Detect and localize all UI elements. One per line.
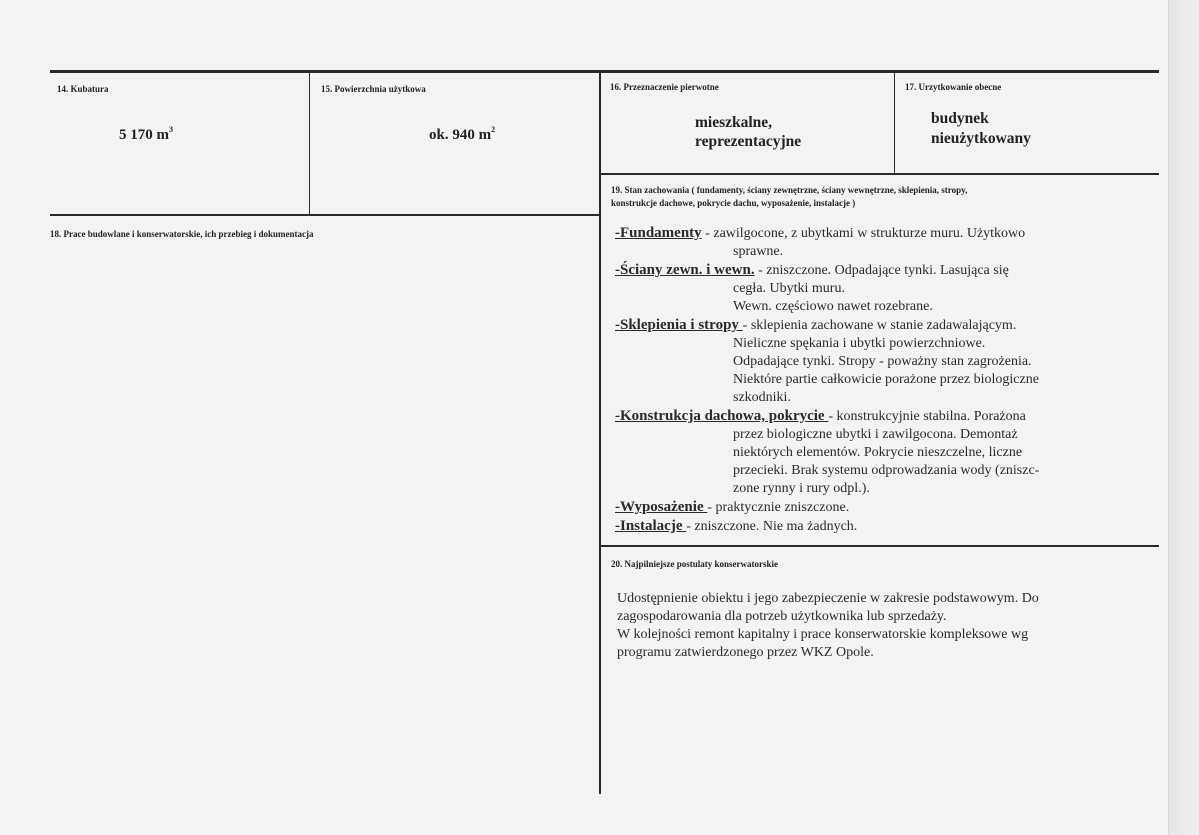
- condition-cont: Odpadające tynki. Stropy - poważny stan zagrożenia.: [733, 354, 1032, 369]
- condition-text: sklepienia zachowane w stanie zadawalającym.: [750, 318, 1017, 333]
- field-16-line1: mieszkalne,: [695, 114, 773, 131]
- condition-key: -Fundamenty: [615, 225, 702, 241]
- field-15-label: 15. Powierzchnia użytkowa: [321, 84, 426, 94]
- condition-sep: -: [707, 500, 716, 515]
- field-15-unit-sup: 2: [491, 125, 496, 134]
- condition-item-roof: [615, 407, 1127, 426]
- condition-text: konstrukcyjnie stabilna. Porażona: [836, 409, 1026, 424]
- condition-item-walls: [615, 261, 1127, 280]
- condition-text: zniszczone. Nie ma żadnych.: [694, 519, 858, 534]
- field-20-label: 20. Najpilniejsze postulaty konserwatorskie: [611, 559, 778, 569]
- condition-cont: szkodniki.: [733, 390, 791, 405]
- condition-item-equipment: [615, 498, 1127, 517]
- field-14-unit-sup: 3: [169, 125, 173, 134]
- field-14-value: [119, 125, 173, 144]
- condition-cont: przecieki. Brak systemu odprowadzania wody (zniszc-: [733, 463, 1040, 478]
- field-17-label: 17. Urzytkowanie obecne: [905, 82, 1002, 92]
- page-edge: [1168, 0, 1199, 835]
- condition-cont: Nieliczne spękania i ubytki powierzchniowe.: [733, 336, 986, 351]
- condition-key: -Ściany zewn. i wewn.: [615, 262, 755, 278]
- condition-cont: zone rynny i rury odpl.).: [733, 481, 870, 496]
- condition-key: -Konstrukcja dachowa, pokrycie: [615, 408, 829, 424]
- condition-sep: -: [754, 263, 767, 278]
- divider-16-17: [894, 72, 895, 174]
- condition-text: zniszczone. Odpadające tynki. Lasująca się: [766, 263, 1009, 278]
- condition-cont: niektórych elementów. Pokrycie nieszczelne, liczne: [733, 445, 1023, 460]
- condition-key: -Wyposażenie: [615, 499, 708, 515]
- condition-sep: -: [701, 226, 714, 241]
- postulate-line: Udostępnienie obiektu i jego zabezpieczenie w zakresie podstawowym. Do: [617, 591, 1039, 606]
- condition-text: praktycznie zniszczone.: [715, 500, 850, 515]
- field-17-line1: budynek: [931, 110, 989, 127]
- postulate-line: zagospodarowania dla potrzeb użytkownika lub sprzedaży.: [617, 609, 947, 624]
- field-17-line2: nieużytkowany: [931, 130, 1031, 147]
- condition-item-installations: [615, 517, 1127, 536]
- postulates-text: [617, 590, 1129, 662]
- condition-cont: Wewn. częściowo nawet rozebrane.: [733, 299, 933, 314]
- condition-cont: sprawne.: [733, 244, 784, 259]
- field-16-line2: reprezentacyjne: [695, 133, 802, 150]
- condition-text: zawilgocone, z ubytkami w strukturze muru. Użytkowo: [713, 226, 1026, 241]
- field-18-label: 18. Prace budowlane i konserwatorskie, ich przebieg i dokumentacja: [50, 229, 314, 239]
- divider-main: [599, 72, 601, 794]
- condition-cont: cegła. Ubytki muru.: [733, 281, 845, 296]
- condition-sep: -: [686, 519, 695, 534]
- field-14-number: 5 170 m: [119, 127, 169, 143]
- postulate-line: programu zatwierdzonego przez WKZ Opole.: [617, 645, 874, 660]
- condition-cont: przez biologiczne ubytki i zawilgocona. Demontaż: [733, 427, 1018, 442]
- rule-under-19: [600, 545, 1159, 547]
- condition-list: [615, 224, 1127, 536]
- field-15-value: [429, 125, 495, 144]
- top-rule: [50, 70, 1159, 73]
- postulate-line: W kolejności remont kapitalny i prace konserwatorskie kompleksowe wg: [617, 627, 1029, 642]
- divider-14-15: [309, 72, 310, 215]
- rule-under-14-15: [50, 214, 600, 216]
- condition-item-foundations: [615, 224, 1127, 243]
- field-16-label: 16. Przeznaczenie pierwotne: [610, 82, 719, 92]
- field-19-label-line2: konstrukcje dachowe, pokrycie dachu, wyposażenie, instalacje ): [611, 198, 856, 208]
- field-19-label-line1: 19. Stan zachowania ( fundamenty, ściany zewnętrzne, ściany wewnętrzne, sklepienia, stropy,: [611, 185, 968, 195]
- condition-key: -Instalacje: [615, 518, 687, 534]
- field-15-number: ok. 940 m: [429, 127, 492, 143]
- condition-key: -Sklepienia i stropy: [615, 317, 743, 333]
- condition-item-vaults: [615, 316, 1127, 335]
- condition-sep: -: [828, 409, 837, 424]
- condition-cont: Niektóre partie całkowicie porażone przez biologiczne: [733, 372, 1039, 387]
- rule-under-16-17: [600, 173, 1159, 175]
- field-14-label: 14. Kubatura: [57, 84, 109, 94]
- condition-sep: -: [742, 318, 751, 333]
